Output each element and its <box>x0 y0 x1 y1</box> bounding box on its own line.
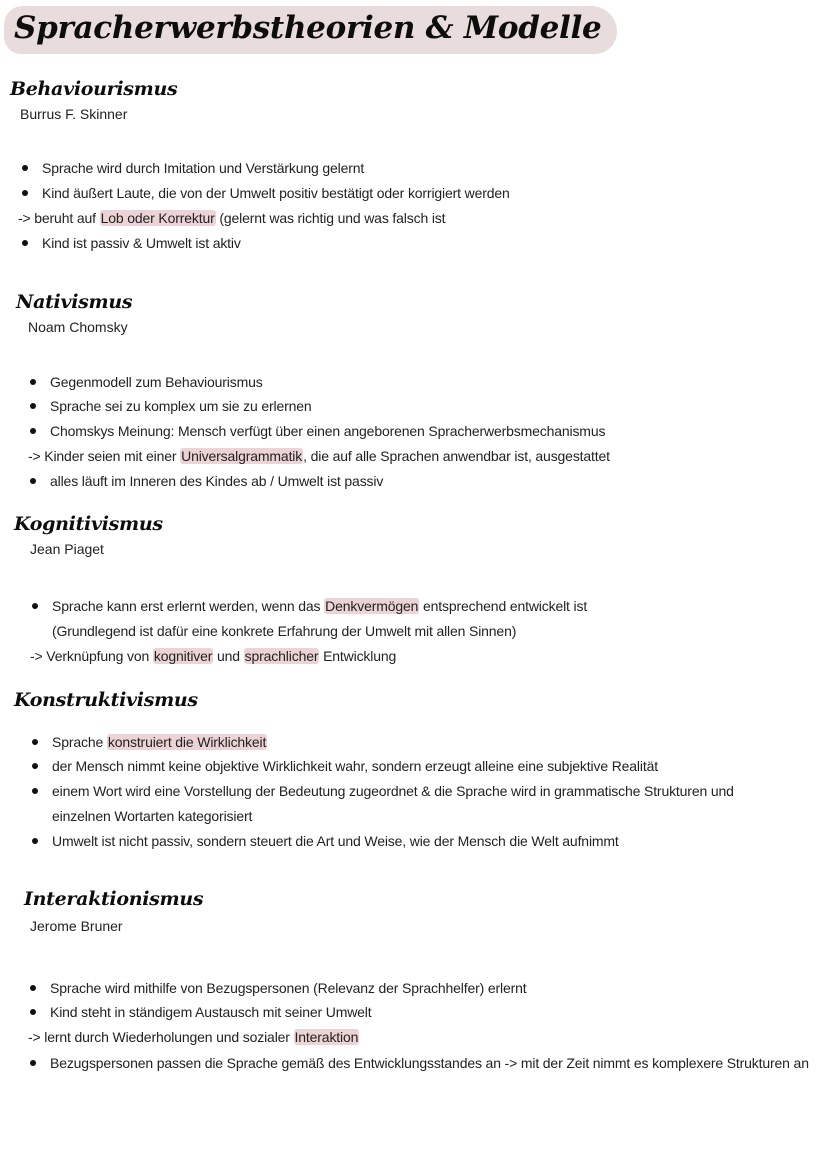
bullet-dot-icon <box>30 985 36 991</box>
line-text: (gelernt was richtig und was falsch ist <box>215 210 446 226</box>
section-kognitivismus <box>14 513 163 557</box>
page-title: Spracherwerbstheorien & Modelle <box>14 10 602 46</box>
bullet-dot-icon <box>30 1060 36 1066</box>
bullet-dot-icon <box>32 763 38 769</box>
section-person: Jerome Bruner <box>30 918 123 934</box>
arrow-note <box>28 1029 359 1045</box>
section-person: Burrus F. Skinner <box>20 106 128 122</box>
line-text: entsprechend entwickelt ist <box>419 598 588 614</box>
continuation-line <box>52 808 252 824</box>
highlighted-term: sprachlicher <box>244 648 319 664</box>
line-text: Chomskys Meinung: Mensch verfügt über einen angeborenen Spracherwerbsmechanismus <box>50 423 606 439</box>
bullet-dot-icon <box>22 240 28 246</box>
line-text: Kind äußert Laute, die von der Umwelt positiv bestätigt oder korrigiert werden <box>42 185 510 201</box>
line-text: einzelnen Wortarten kategorisiert <box>52 808 253 824</box>
highlighted-term: konstruiert die Wirklichkeit <box>107 734 267 750</box>
line-text: , die auf alle Sprachen anwendbar ist, ausgestattet <box>303 448 610 464</box>
line-text: der Mensch nimmt keine objektive Wirklichkeit wahr, sondern erzeugt alleine eine subjektive Realität <box>52 758 658 774</box>
line-text: -> Kinder seien mit einer <box>28 448 181 464</box>
bullet-dot-icon <box>30 403 36 409</box>
line-text: einem Wort wird eine Vorstellung der Bedeutung zugeordnet & die Sprache wird in grammatische Strukturen und <box>52 783 734 799</box>
section-heading: Behaviourismus <box>10 78 178 100</box>
highlighted-term: Interaktion <box>294 1029 359 1045</box>
section-interaktionismus <box>24 888 203 934</box>
bullet-item <box>32 758 658 774</box>
bullet-dot-icon <box>22 165 28 171</box>
line-text: Sprache <box>52 734 107 750</box>
line-text: Gegenmodell zum Behaviourismus <box>50 374 263 390</box>
bullet-item <box>32 734 267 750</box>
bullet-dot-icon <box>32 603 38 609</box>
section-heading: Interaktionismus <box>24 888 204 910</box>
line-text: Sprache wird mithilfe von Bezugspersonen (Relevanz der Sprachhelfer) erlernt <box>50 980 527 996</box>
section-person: Noam Chomsky <box>28 319 128 335</box>
line-text: Kind steht in ständigem Austausch mit seiner Umwelt <box>50 1004 372 1020</box>
line-text: -> lernt durch Wiederholungen und sozialer <box>28 1029 294 1045</box>
bullet-item <box>30 980 527 996</box>
section-heading: Nativismus <box>16 291 133 313</box>
section-heading: Konstruktivismus <box>14 689 198 711</box>
line-text: und <box>213 648 244 664</box>
section-person: Jean Piaget <box>30 541 104 557</box>
line-text: Entwicklung <box>319 648 397 664</box>
bullet-item <box>32 598 587 614</box>
bullet-dot-icon <box>30 1009 36 1015</box>
line-text: Umwelt ist nicht passiv, sondern steuert die Art und Weise, wie der Mensch die Welt aufnimmt <box>52 833 619 849</box>
bullet-item <box>22 160 364 176</box>
continuation-line <box>52 623 516 639</box>
line-text: -> Verknüpfung von <box>30 648 153 664</box>
bullet-item <box>30 1004 372 1020</box>
arrow-note <box>28 448 610 464</box>
bullet-item <box>30 398 312 414</box>
highlighted-term: Universalgrammatik <box>181 448 303 464</box>
bullet-dot-icon <box>32 788 38 794</box>
line-text: Sprache kann erst erlernt werden, wenn das <box>52 598 325 614</box>
line-text: Sprache sei zu komplex um sie zu erlernen <box>50 398 312 414</box>
bullet-item <box>22 185 510 201</box>
bullet-dot-icon <box>22 190 28 196</box>
bullet-dot-icon <box>30 379 36 385</box>
line-text: -> beruht auf <box>18 210 100 226</box>
page-title-banner <box>4 6 617 54</box>
line-text: (Grundlegend ist dafür eine konkrete Erfahrung der Umwelt mit allen Sinnen) <box>52 623 517 639</box>
arrow-note <box>18 210 445 226</box>
arrow-note <box>30 648 396 664</box>
line-text: Sprache wird durch Imitation und Verstärkung gelernt <box>42 160 365 176</box>
bullet-item <box>22 235 241 251</box>
bullet-item <box>30 423 605 439</box>
highlighted-term: kognitiver <box>153 648 213 664</box>
bullet-item <box>30 473 383 489</box>
bullet-dot-icon <box>32 838 38 844</box>
bullet-item <box>32 833 619 849</box>
bullet-item <box>32 783 734 799</box>
section-konstruktivismus <box>14 689 198 711</box>
bullet-dot-icon <box>30 478 36 484</box>
line-text: Kind ist passiv & Umwelt ist aktiv <box>42 235 241 251</box>
highlighted-term: Lob oder Korrektur <box>100 210 215 226</box>
line-text: alles läuft im Inneren des Kindes ab / Umwelt ist passiv <box>50 473 384 489</box>
highlighted-term: Denkvermögen <box>325 598 419 614</box>
bullet-item <box>30 374 263 390</box>
section-nativismus <box>16 291 132 335</box>
bullet-dot-icon <box>30 428 36 434</box>
bullet-dot-icon <box>32 739 38 745</box>
section-heading: Kognitivismus <box>14 513 163 535</box>
bullet-item <box>30 1055 809 1071</box>
line-text: Bezugspersonen passen die Sprache gemäß des Entwicklungsstandes an -> mit der Zeit nimmt es komplexere Strukturen an <box>50 1055 809 1071</box>
section-behaviourismus <box>10 78 177 122</box>
